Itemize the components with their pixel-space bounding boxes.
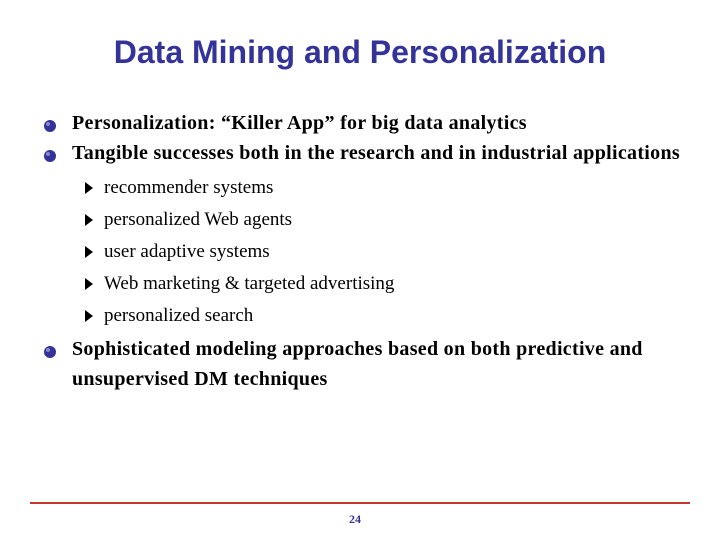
bullet-item — [42, 334, 692, 394]
sub-bullet-text: personalized Web agents — [104, 209, 293, 230]
sub-bullet-text: recommender systems — [104, 177, 274, 198]
sub-bullet-item — [42, 172, 692, 204]
bullet-item — [42, 138, 692, 168]
bullet-icon — [42, 118, 58, 134]
sub-bullet-text: Web marketing & targeted advertising — [104, 273, 395, 294]
triangle-right-icon — [84, 213, 94, 227]
slide-title: Data Mining and Personalization — [113, 34, 607, 70]
page-number: 24 — [349, 512, 361, 526]
triangle-right-icon — [84, 181, 94, 195]
bullet-icon — [42, 148, 58, 164]
sub-bullet-list — [42, 172, 692, 332]
footer-divider — [30, 502, 690, 504]
slide-content — [42, 108, 692, 394]
triangle-right-icon — [84, 309, 94, 323]
sub-bullet-item — [42, 236, 692, 268]
bullet-item — [42, 108, 692, 138]
sub-bullet-item — [42, 300, 692, 332]
bullet-icon — [42, 344, 58, 360]
sub-bullet-text: user adaptive systems — [104, 241, 270, 262]
bullet-text: Tangible successes both in the research and in industrial applications — [72, 142, 680, 164]
bullet-text: Sophisticated modeling approaches based on both predictive and unsupervised DM techniques — [72, 338, 643, 390]
sub-bullet-text: personalized search — [104, 305, 254, 326]
bullet-text: Personalization: “Killer App” for big data analytics — [72, 112, 527, 134]
triangle-right-icon — [84, 245, 94, 259]
sub-bullet-item — [42, 204, 692, 236]
sub-bullet-item — [42, 268, 692, 300]
triangle-right-icon — [84, 277, 94, 291]
